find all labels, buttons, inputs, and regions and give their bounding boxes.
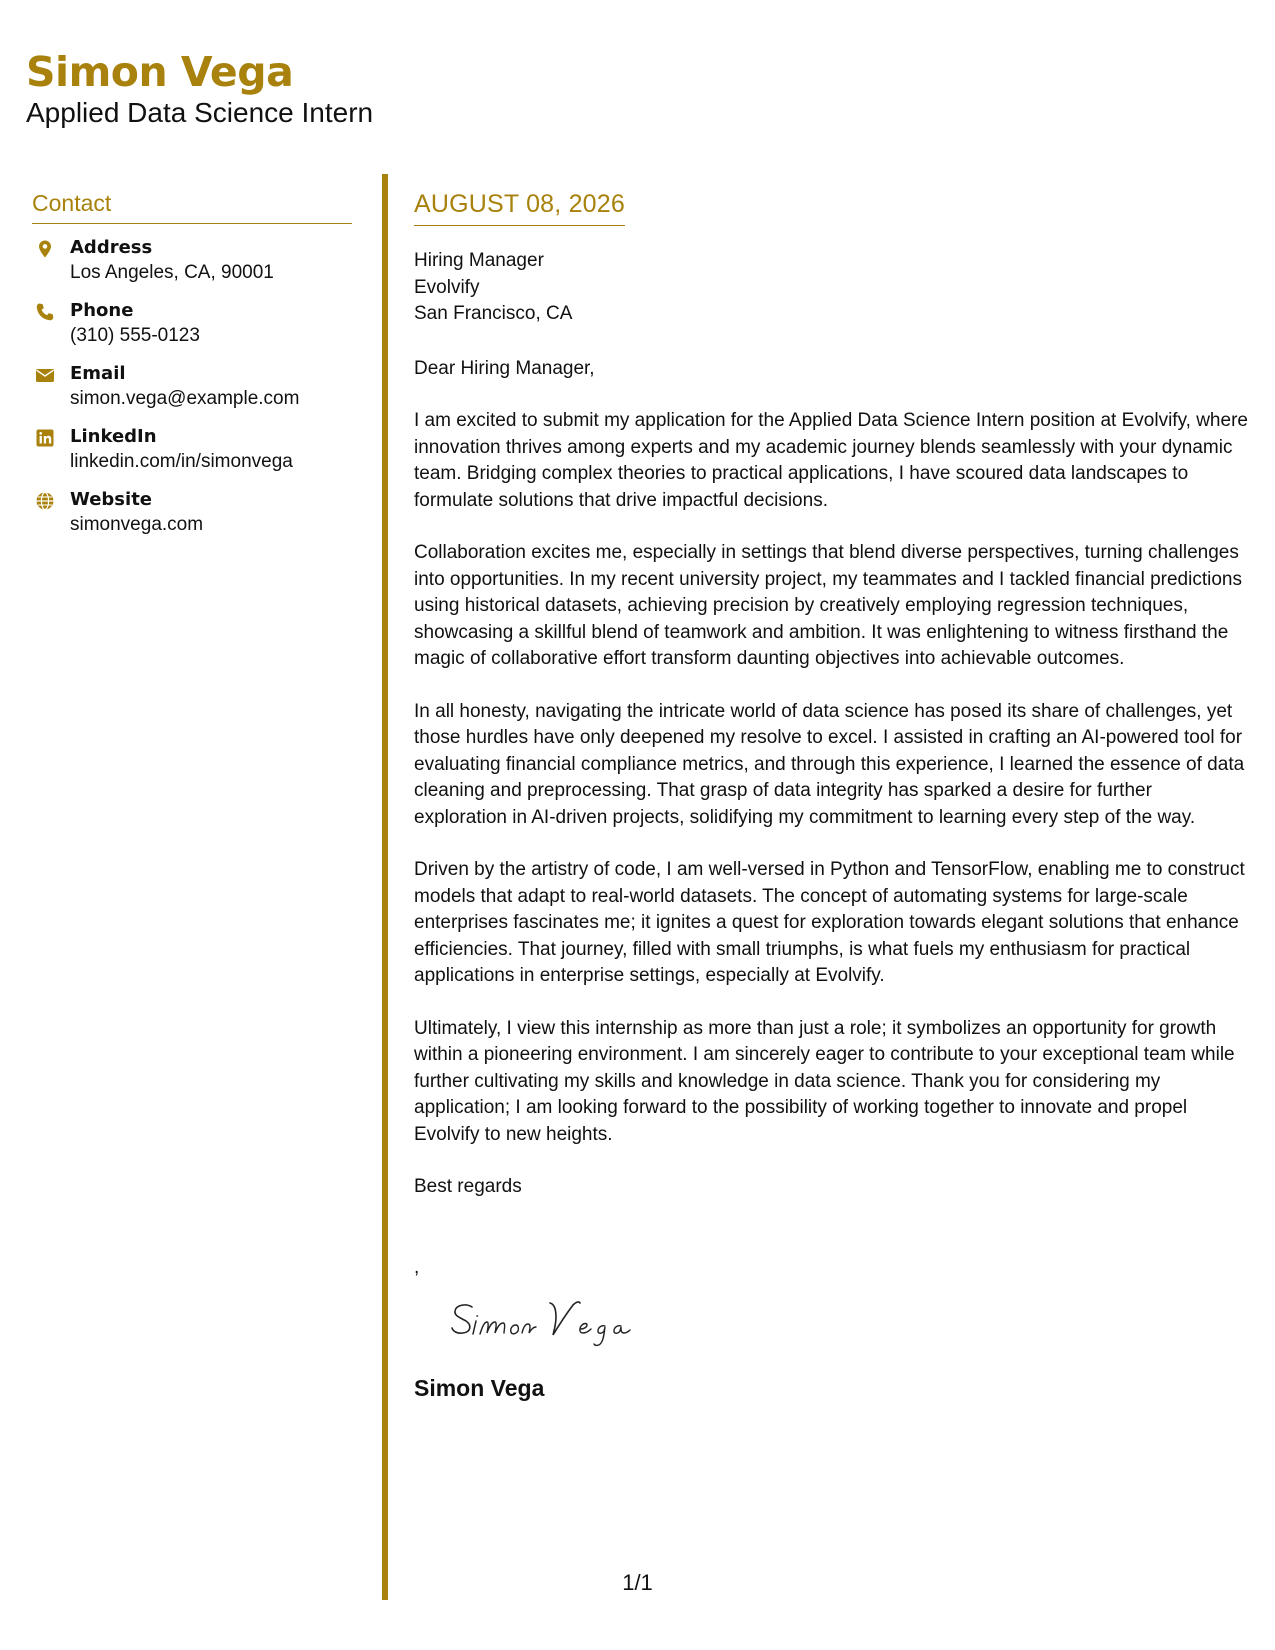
contact-item-website [32,488,352,551]
body-paragraph: Driven by the artistry of code, I am well-versed in Python and TensorFlow, enabling me to construct models that adapt to real-world datasets. The concept of automating systems for large-scale enterprises fascinates me; it ignites a quest for exploration towards elegant solutions that enhance efficiencies. That journey, filled with small triumphs, is what fuels my enthusiasm for practical applications in enterprise settings, especially at Evolvify. [414,859,1245,986]
contact-label: Address [70,237,153,258]
contact-item-linkedin [32,425,352,488]
letter-date: AUGUST 08, 2026 [414,190,625,226]
closing-comma: , [414,1256,420,1278]
handwritten-signature [450,1295,640,1347]
contact-label: Email [70,363,126,384]
page-number-text: 1/1 [622,1570,653,1595]
recipient-line: San Francisco, CA [414,303,573,324]
phone-icon [35,302,55,322]
letter-header [26,50,373,129]
recipient-block [414,248,1250,328]
closing: Best regards [414,1176,522,1197]
map-pin-icon [35,239,55,259]
applicant-name: Simon Vega [26,48,294,96]
contact-value: Los Angeles, CA, 90001 [70,262,274,283]
page-number [0,1570,1275,1596]
salutation: Dear Hiring Manager, [414,357,595,379]
contact-sidebar [32,190,352,551]
recipient-line: Evolvify [414,276,480,298]
contact-item-address [32,236,352,299]
globe-icon [35,491,55,511]
linkedin-icon [35,428,55,448]
body-paragraph: In all honesty, navigating the intricate world of data science has posed its share of challenges, yet those hurdles have only deepened my resolve to excel. I assisted in crafting an AI-powered tool for evaluating financial compliance metrics, and through this experience, I learned the essence of data cleaning and preprocessing. That grasp of data integrity has sparked a desire for further exploration in AI-driven projects, solidifying my commitment to learning every step of the way. [414,700,1245,828]
contact-value: linkedin.com/in/simonvega [70,451,293,472]
letter-body [414,190,1250,1402]
envelope-icon [35,365,55,385]
contact-label: LinkedIn [70,426,157,447]
contact-value: (310) 555-0123 [70,325,200,346]
contact-item-email [32,362,352,425]
contact-value: simon.vega@example.com [70,388,300,409]
applicant-title: Applied Data Science Intern [26,97,374,129]
contact-heading: Contact [32,190,352,224]
contact-item-phone [32,299,352,362]
contact-value: simonvega.com [70,514,204,535]
body-paragraph: Collaboration excites me, especially in settings that blend diverse perspectives, turning challenges into opportunities. In my recent university project, my teammates and I tackled financial predictions using historical datasets, achieving precision by creatively employing regression techniques, showcasing a skillful blend of teamwork and ambition. It was enlightening to witness firsthand the magic of collaborative effort transform daunting objectives into achievable outcomes. [414,542,1242,669]
body-paragraph: Ultimately, I view this internship as more than just a role; it symbolizes an opportunity for growth within a pioneering environment. I am sincerely eager to contribute to your exceptional team while further cultivating my skills and knowledge in data science. Thank you for considering my application; I am looking forward to the possibility of working together to innovate and propel Evolvify to new heights. [414,1017,1235,1145]
body-paragraph: I am excited to submit my application for the Applied Data Science Intern position at Evolvify, where innovation thrives among experts and my academic journey blends seamlessly with your dynamic team. Bridging complex theories to practical applications, I have scoured data landscapes to formulate solutions that drive impactful decisions. [414,410,1248,511]
contact-label: Phone [70,300,134,321]
vertical-divider [382,174,388,1600]
signer-name: Simon Vega [414,1375,545,1401]
recipient-line: Hiring Manager [414,250,544,271]
contact-label: Website [70,489,153,510]
contact-list [32,236,352,551]
